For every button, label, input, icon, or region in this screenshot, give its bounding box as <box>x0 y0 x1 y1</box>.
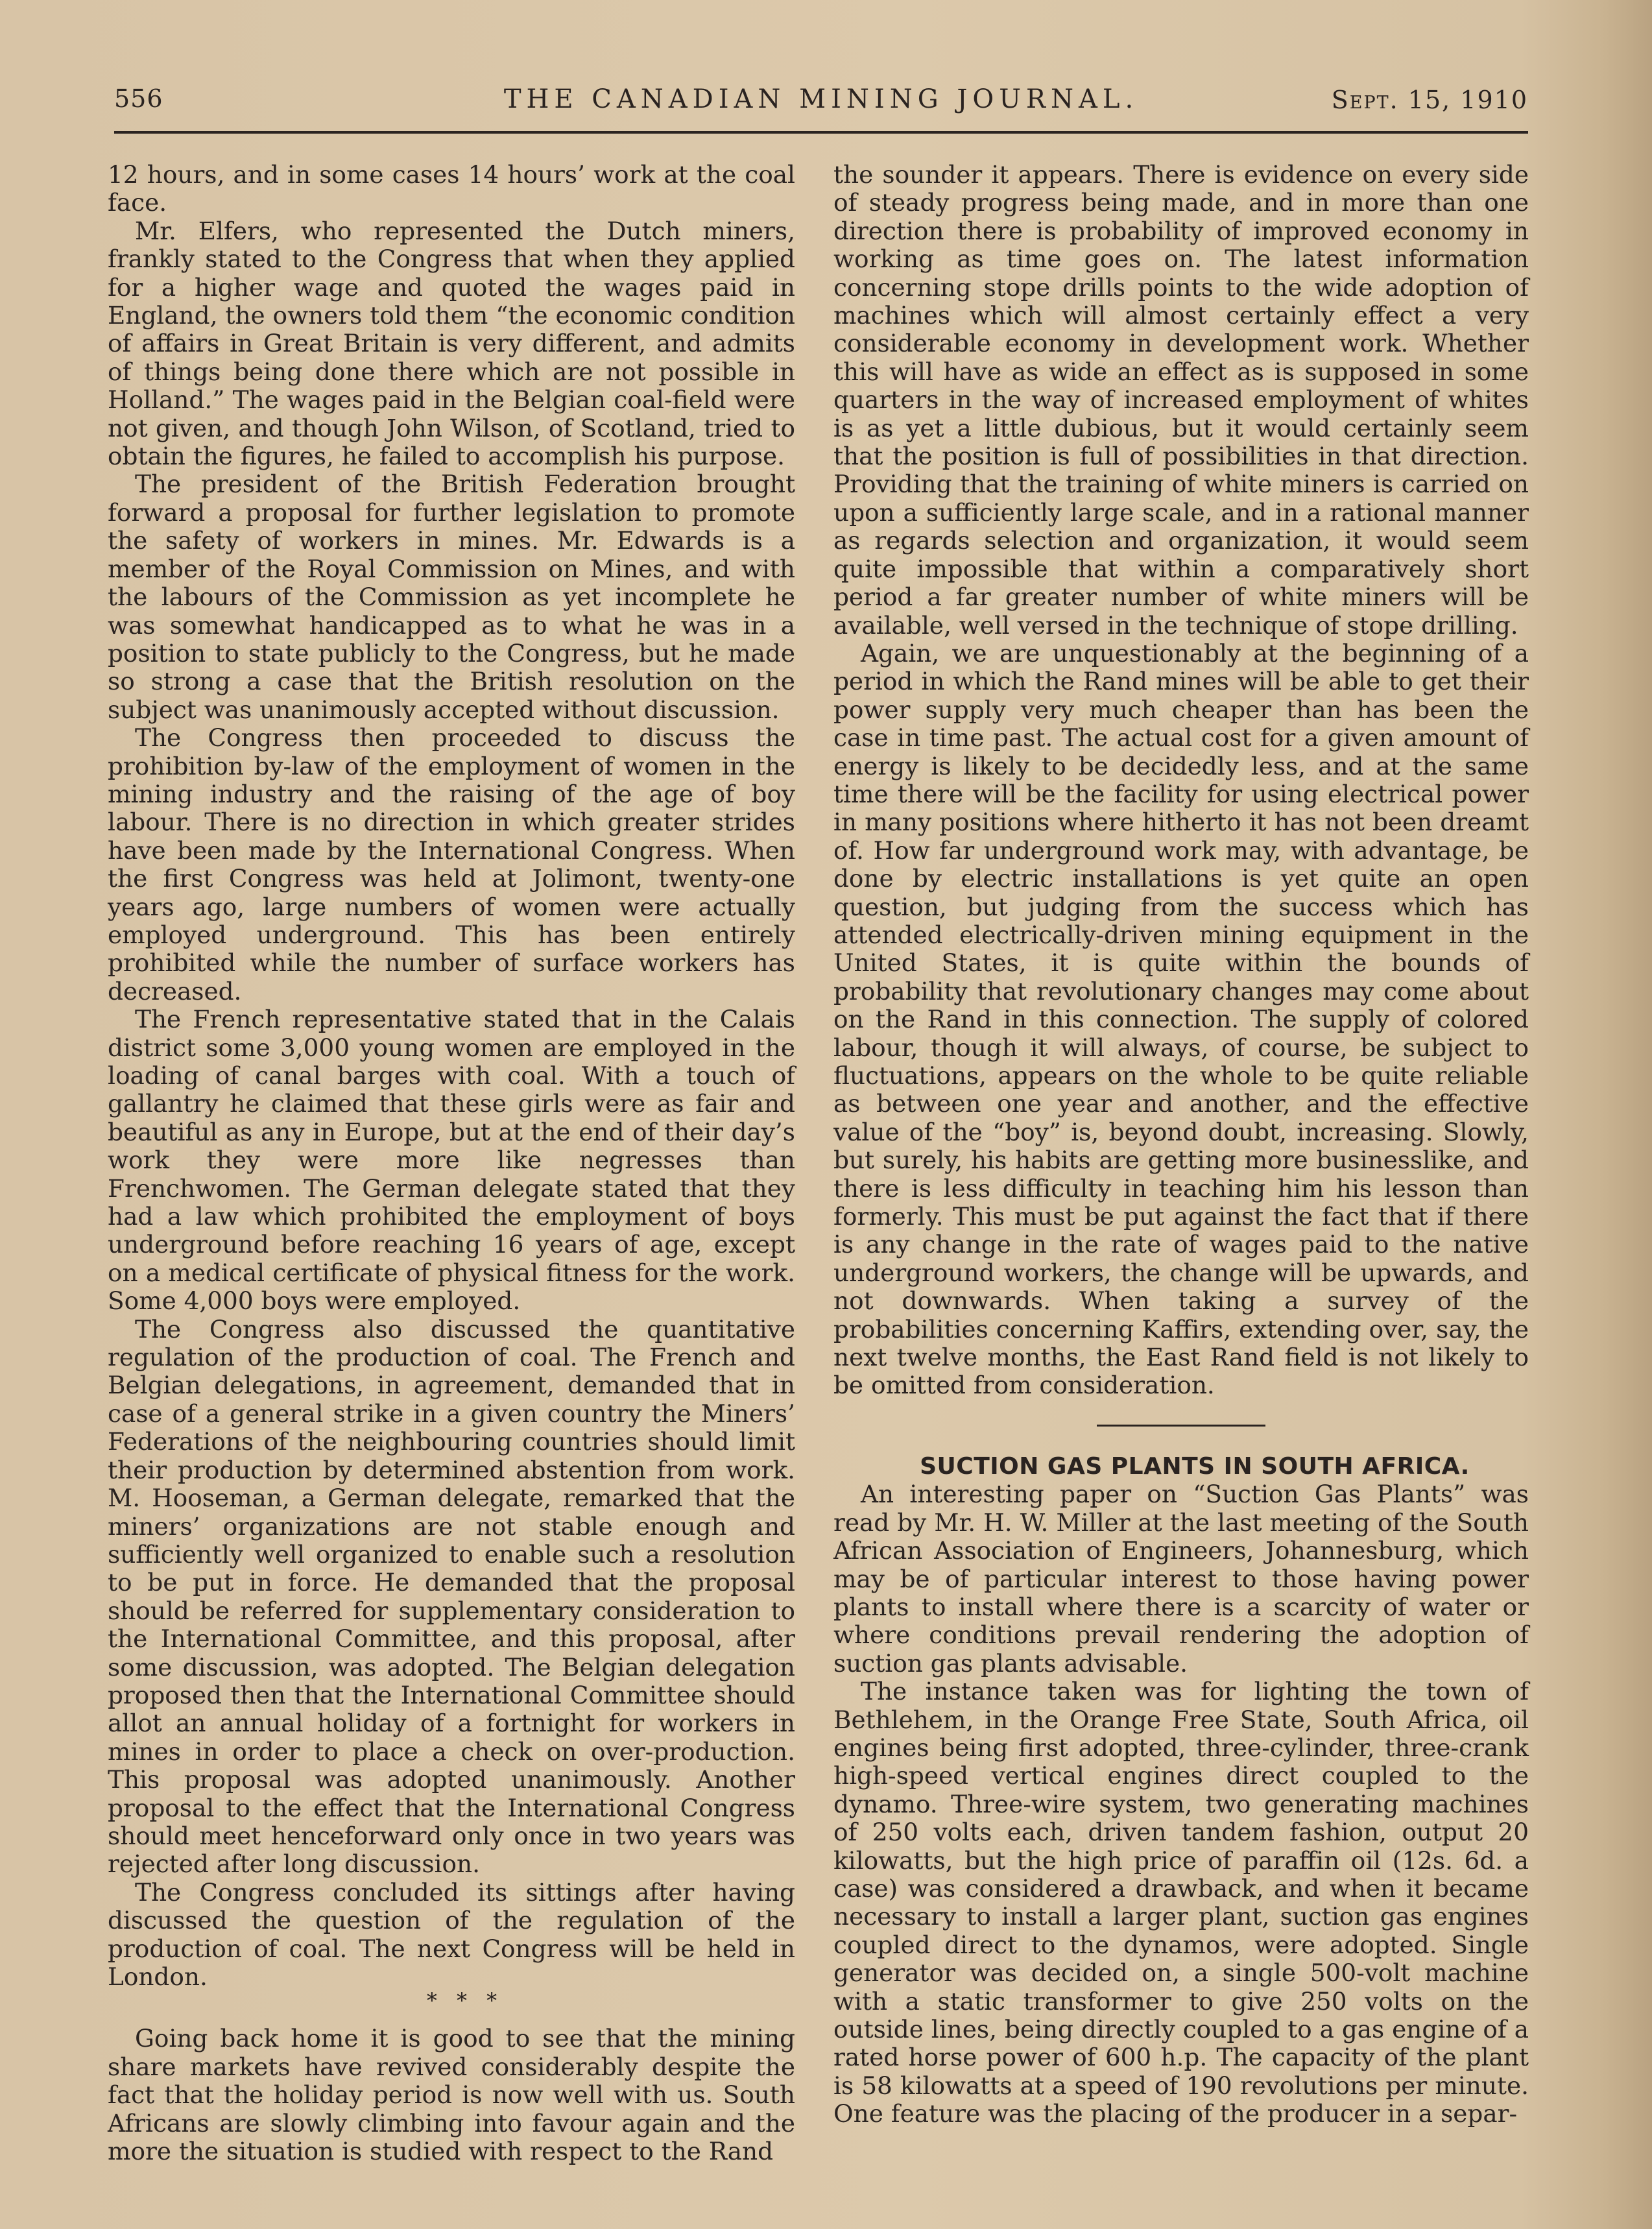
paragraph: 12 hours, and in some cases 14 hours’ work at the coal face. <box>108 160 795 217</box>
paragraph: The president of the British Federation brought forward a proposal for further legislation to promote the safety of workers in mines. Mr. Edwards is a member of the Royal Commission on Mines, and with the labours of the Commission as yet incomplete he was somewhat handicapped as to what he was in a position to state publicly to the Congress, but he made so strong a case that the British resolution on the subject was unanimously accepted without discussion. <box>108 470 795 724</box>
paragraph: Going back home it is good to see that the mining share markets have revived considerably despite the fact that the holiday period is now well with us. South Africans are slowly climbing into favour again and the more the situation is studied with respect to the Rand <box>108 2024 795 2166</box>
left-column <box>108 161 795 2165</box>
paragraph: An interesting paper on “Suction Gas Plants” was read by Mr. H. W. Miller at the last meeting of the South African Association of Engineers, Johannesburg, which may be of particular interest to those having power plants to install where there is a scarcity of water or where conditions prevail rendering the adoption of suction gas plants advisable. <box>833 1480 1529 1678</box>
issue-date: Sept. 15, 1910 <box>1331 86 1528 114</box>
journal-title: THE CANADIAN MINING JOURNAL. <box>503 84 1139 114</box>
paragraph: The Congress then proceeded to discuss the prohibition by-law of the employment of women in the mining industry and the raising of the age of boy labour. There is no direction in which greater strides have been made by the International Congress. When the first Congress was held at Jolimont, twenty-one years ago, large numbers of women were actually employed underground. This has been entirely prohibited while the number of surface workers has decreased. <box>108 723 795 1006</box>
right-column <box>833 161 1529 2128</box>
paragraph: The instance taken was for lighting the town of Bethlehem, in the Orange Free State, South Africa, oil engines being first adopted, three-cylinder, three-crank high-speed vertical engines direct coupled to the dynamo. Three-wire system, two generating machines of 250 volts each, driven tandem fashion, output 20 kilowatts, but the high price of paraffin oil (12s. 6d. a case) was considered a drawback, and when it became necessary to install a larger plant, suction gas engines coupled direct to the dynamos, were adopted. Single generator was decided on, a single 500-volt machine with a static transformer to give 250 volts on the outside lines, being directly coupled to a gas engine of a rated horse power of 600 h.p. The capacity of the plant is 58 kilowatts at a speed of 190 revolutions per minute. One feature was the placing of the producer in a separ- <box>833 1677 1529 2128</box>
paragraph: The Congress concluded its sittings after having discussed the question of the regulation of the production of coal. The next Congress will be held in London. <box>108 1877 795 1991</box>
paragraph: The French representative stated that in the Calais district some 3,000 young women are employed in the loading of canal barges with coal. With a touch of gallantry he claimed that these girls were as fair and beautiful as any in Europe, but at the end of their day’s work they were more like negresses than Frenchwomen. The German delegate stated that they had a law which prohibited the employment of boys underground before reaching 16 years of age, except on a medical certificate of physical fitness for the work. Some 4,000 boys were employed. <box>108 1005 795 1316</box>
page-header <box>114 84 1528 134</box>
paragraph: Mr. Elfers, who represented the Dutch miners, frankly stated to the Congress that when they applied for a higher wage and quoted the wages paid in England, the owners told them “the economic condition of affairs in Great Britain is very different, and admits of things being done there which are not possible in Holland.” The wages paid in the Belgian coal-field were not given, and though John Wilson, of Scotland, tried to obtain the figures, he failed to accomplish his purpose. <box>108 216 795 471</box>
section-title: SUCTION GAS PLANTS IN SOUTH AFRICA. <box>920 1452 1470 1480</box>
paragraph: the sounder it appears. There is evidence on every side of steady progress being made, and in more than one direction there is probability of improved economy in working as time goes on. The latest information concerning stope drills points to the wide adoption of machines which will almost certainly effect a very considerable economy in development work. Whether this will have as wide an effect as is supposed in some quarters in the way of increased employment of whites is as yet a little dubious, but it would certainly seem that the position is full of possibilities in that direction. Providing that the training of white miners is carried on upon a sufficiently large scale, and in a rational manner as regards selection and organization, it would seem quite impossible that within a comparatively short period a far greater number of white miners will be available, well versed in the technique of stope drilling. <box>833 160 1529 640</box>
page-number: 556 <box>114 84 163 113</box>
paragraph: The Congress also discussed the quantitative regulation of the production of coal. The French and Belgian delegations, in agreement, demanded that in case of a general strike in a given country the Miners’ Federations of the neighbouring countries should limit their production by determined abstention from work. M. Hooseman, a German delegate, remarked that the miners’ organizations are not stable enough and sufficiently well organized to enable such a resolution to be put in force. He demanded that the proposal should be referred for supplementary consideration to the International Committee, and this proposal, after some discussion, was adopted. The Belgian delegation proposed then that the International Committee should allot an annual holiday of a fortnight for workers in mines in order to place a check on over-production. This proposal was adopted unanimously. Another proposal to the effect that the International Congress should meet henceforward only once in two years was rejected after long discussion. <box>108 1314 795 1879</box>
paragraph: Again, we are unquestionably at the beginning of a period in which the Rand mines will be able to get their power supply very much cheaper than has been the case in time past. The actual cost for a given amount of energy is likely to be decidedly less, and at the same time there will be the facility for using electrical power in many positions where hitherto it has not been dreamt of. How far underground work may, with advantage, be done by electric installations is yet quite an open question, but judging from the success which has attended electrically-driven mining equipment in the United States, it is quite within the bounds of probability that revolutionary changes may come about on the Rand in this connection. The supply of colored labour, though it will always, of course, be subject to fluctuations, appears on the whole to be quite reliable as between one year and another, and the effective value of the “boy” is, beyond doubt, increasing. Slowly, but surely, his habits are getting more businesslike, and there is less difficulty in teaching him his lesson than formerly. This must be put against the fact that if there is any change in the rate of wages paid to the native underground workers, the change will be upwards, and not downwards. When taking a survey of the probabilities concerning Kaffirs, extending over, say, the next twelve months, the East Rand field is not likely to be omitted from consideration. <box>833 638 1529 1400</box>
section-rule <box>1097 1425 1265 1427</box>
section-separator: * * * <box>426 1988 504 2014</box>
